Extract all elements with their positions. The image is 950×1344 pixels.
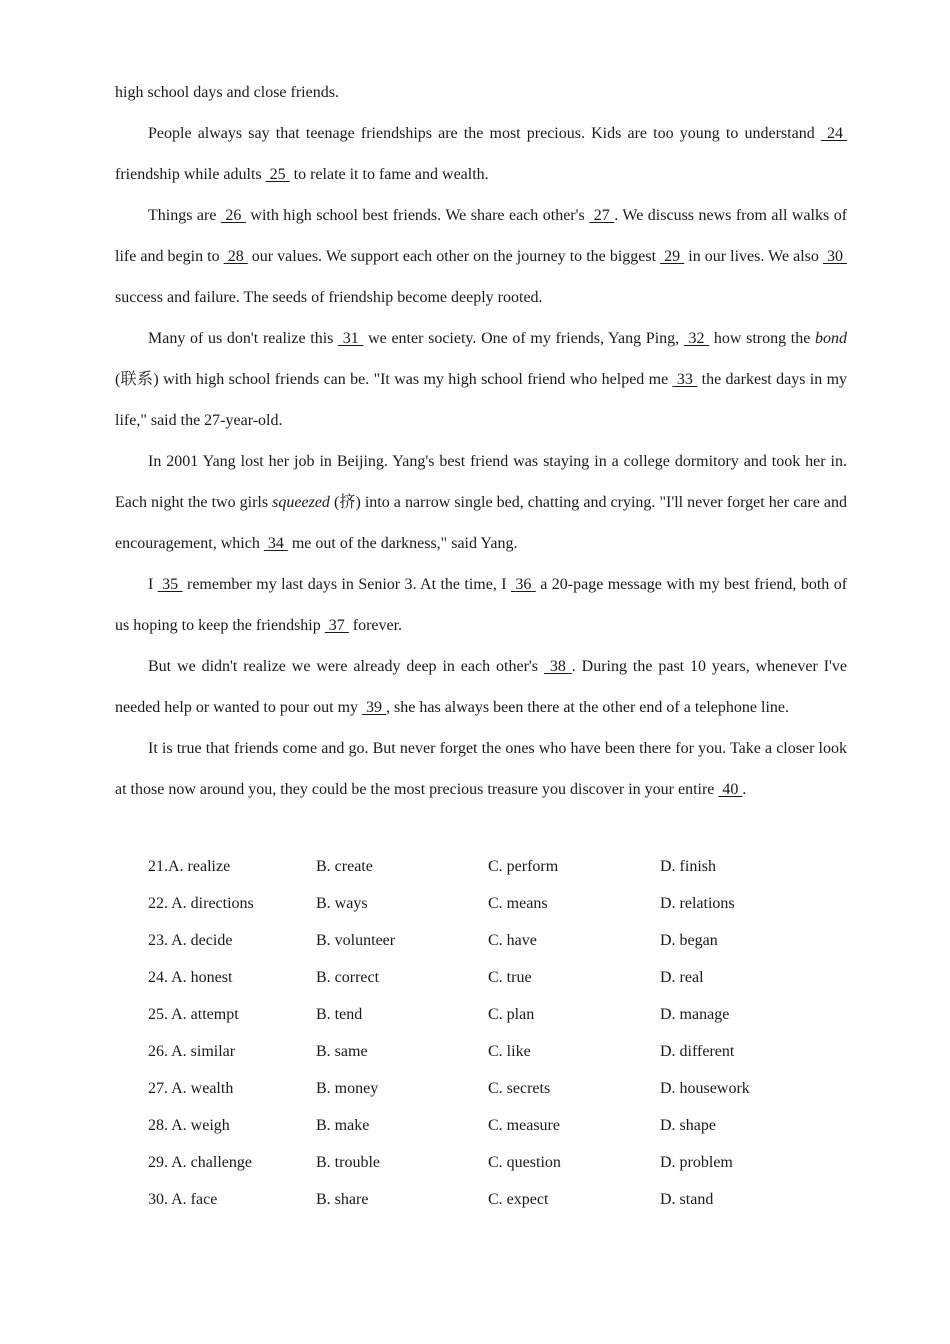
- option-choice: B. create: [316, 858, 373, 875]
- passage-paragraph: [115, 441, 847, 564]
- option-choice: C. perform: [488, 858, 559, 875]
- passage-paragraph: [115, 728, 847, 810]
- option-choice: D. different: [660, 1043, 735, 1060]
- passage-text: me out of the darkness," said Yang.: [287, 535, 518, 552]
- passage-text: how strong the: [709, 330, 816, 347]
- option-choice: D. manage: [660, 1006, 730, 1023]
- passage: [115, 0, 847, 810]
- option-row: [148, 1033, 868, 1070]
- passage-text: In 2001 Yang lost her job in Beijing. Yang's best friend was staying in a college dormitory and took her in. Each night the two girls: [115, 453, 847, 511]
- passage-text: in our lives. We also: [684, 248, 823, 265]
- option-choice: B. tend: [316, 1006, 363, 1023]
- passage-text: People always say that teenage friendships are the most precious. Kids are too young to understand: [148, 125, 821, 142]
- option-choice: 24. A. honest: [148, 969, 233, 986]
- answer-blank: 40: [718, 781, 743, 798]
- option-row: [148, 922, 868, 959]
- answer-blank: 33: [672, 371, 698, 388]
- passage-text: with high school best friends. We share each other's: [245, 207, 590, 224]
- answer-blank: 39: [362, 699, 387, 716]
- option-choice: C. have: [488, 932, 537, 949]
- passage-text: . We discuss news from all walks of life and begin to: [115, 207, 848, 265]
- option-choice: D. began: [660, 932, 718, 949]
- answer-blank: 35: [157, 576, 183, 593]
- option-choice: B. money: [316, 1080, 379, 1097]
- answer-blank: 31: [338, 330, 364, 347]
- answer-blank: 34: [263, 535, 288, 552]
- passage-text: friendship while adults: [115, 166, 266, 183]
- option-choice: 21.A. realize: [148, 858, 231, 875]
- option-row: [148, 959, 868, 996]
- option-choice: B. ways: [316, 895, 368, 912]
- answer-blank: 26: [220, 207, 246, 224]
- answer-options: [148, 848, 868, 1218]
- option-choice: C. true: [488, 969, 532, 986]
- passage-text: . During the past 10 years, whenever I've needed help or wanted to pour out my: [115, 658, 848, 716]
- passage-paragraph: [115, 318, 847, 441]
- answer-blank: 25: [265, 166, 290, 183]
- answer-blank: 30: [822, 248, 848, 265]
- passage-text: Things are: [148, 207, 221, 224]
- option-choice: C. secrets: [488, 1080, 551, 1097]
- passage-paragraph: [115, 646, 847, 728]
- option-choice: D. shape: [660, 1117, 716, 1134]
- option-choice: C. measure: [488, 1117, 560, 1134]
- option-choice: 22. A. directions: [148, 895, 254, 912]
- passage-paragraph: [115, 195, 847, 318]
- option-choice: D. problem: [660, 1154, 733, 1171]
- passage-paragraph: [115, 113, 847, 195]
- option-row: [148, 1144, 868, 1181]
- passage-text: to relate it to fame and wealth.: [289, 166, 489, 183]
- option-choice: D. relations: [660, 895, 735, 912]
- option-choice: D. stand: [660, 1191, 714, 1208]
- option-choice: C. like: [488, 1043, 531, 1060]
- option-choice: C. means: [488, 895, 548, 912]
- answer-blank: 37: [324, 617, 349, 634]
- option-choice: 30. A. face: [148, 1191, 218, 1208]
- option-choice: 28. A. weigh: [148, 1117, 230, 1134]
- passage-text: , she has always been there at the other end of a telephone line.: [386, 699, 789, 716]
- option-choice: D. finish: [660, 858, 716, 875]
- passage-text: success and failure. The seeds of friendship become deeply rooted.: [115, 289, 543, 306]
- passage-text: high school days and close friends.: [115, 84, 339, 101]
- option-row: [148, 885, 868, 922]
- option-choice: B. volunteer: [316, 932, 396, 949]
- answer-blank: 28: [223, 248, 248, 265]
- option-choice: D. real: [660, 969, 704, 986]
- answer-blank: 27: [589, 207, 615, 224]
- answer-blank: 29: [660, 248, 685, 265]
- passage-paragraph: [115, 564, 847, 646]
- option-choice: 26. A. similar: [148, 1043, 236, 1060]
- option-choice: 25. A. attempt: [148, 1006, 239, 1023]
- option-choice: 29. A. challenge: [148, 1154, 252, 1171]
- option-choice: B. share: [316, 1191, 369, 1208]
- passage-text: our values. We support each other on the journey to the biggest: [247, 248, 661, 265]
- option-choice: B. correct: [316, 969, 380, 986]
- passage-text: the darkest days in my life," said the 27-year-old.: [115, 371, 848, 429]
- answer-blank: 32: [683, 330, 710, 347]
- passage-text: (挤) into a narrow single bed, chatting and crying. "I'll never forget her care and encouragement, which: [115, 494, 848, 552]
- option-row: [148, 1181, 868, 1218]
- passage-text: I: [148, 576, 158, 593]
- option-choice: D. housework: [660, 1080, 750, 1097]
- option-choice: B. make: [316, 1117, 370, 1134]
- italic-term: squeezed: [272, 494, 330, 511]
- italic-term: bond: [815, 330, 848, 347]
- option-row: [148, 848, 868, 885]
- option-choice: B. trouble: [316, 1154, 380, 1171]
- answer-blank: 38: [543, 658, 572, 675]
- passage-text: (联系) with high school friends can be. "It was my high school friend who helped me: [115, 371, 673, 388]
- passage-text: Many of us don't realize this: [148, 330, 339, 347]
- passage-text: But we didn't realize we were already deep in each other's: [148, 658, 544, 675]
- option-choice: 27. A. wealth: [148, 1080, 234, 1097]
- passage-text: we enter society. One of my friends, Yang Ping,: [363, 330, 684, 347]
- answer-blank: 24: [820, 125, 848, 142]
- passage-text: .: [742, 781, 747, 798]
- answer-blank: 36: [511, 576, 536, 593]
- option-row: [148, 1107, 868, 1144]
- passage-text: forever.: [348, 617, 403, 634]
- passage-text: It is true that friends come and go. But never forget the ones who have been there for you. Take a closer look at those now around you, they could be the most precious treasure you discover in your entire: [115, 740, 847, 798]
- passage-paragraph: [115, 72, 847, 113]
- option-row: [148, 1070, 868, 1107]
- option-choice: 23. A. decide: [148, 932, 233, 949]
- passage-text: a 20-page message with my best friend, both of us hoping to keep the friendship: [115, 576, 848, 634]
- option-row: [148, 996, 868, 1033]
- option-choice: C. plan: [488, 1006, 535, 1023]
- option-choice: B. same: [316, 1043, 368, 1060]
- passage-text: remember my last days in Senior 3. At the time, I: [182, 576, 512, 593]
- option-choice: C. question: [488, 1154, 561, 1171]
- option-choice: C. expect: [488, 1191, 549, 1208]
